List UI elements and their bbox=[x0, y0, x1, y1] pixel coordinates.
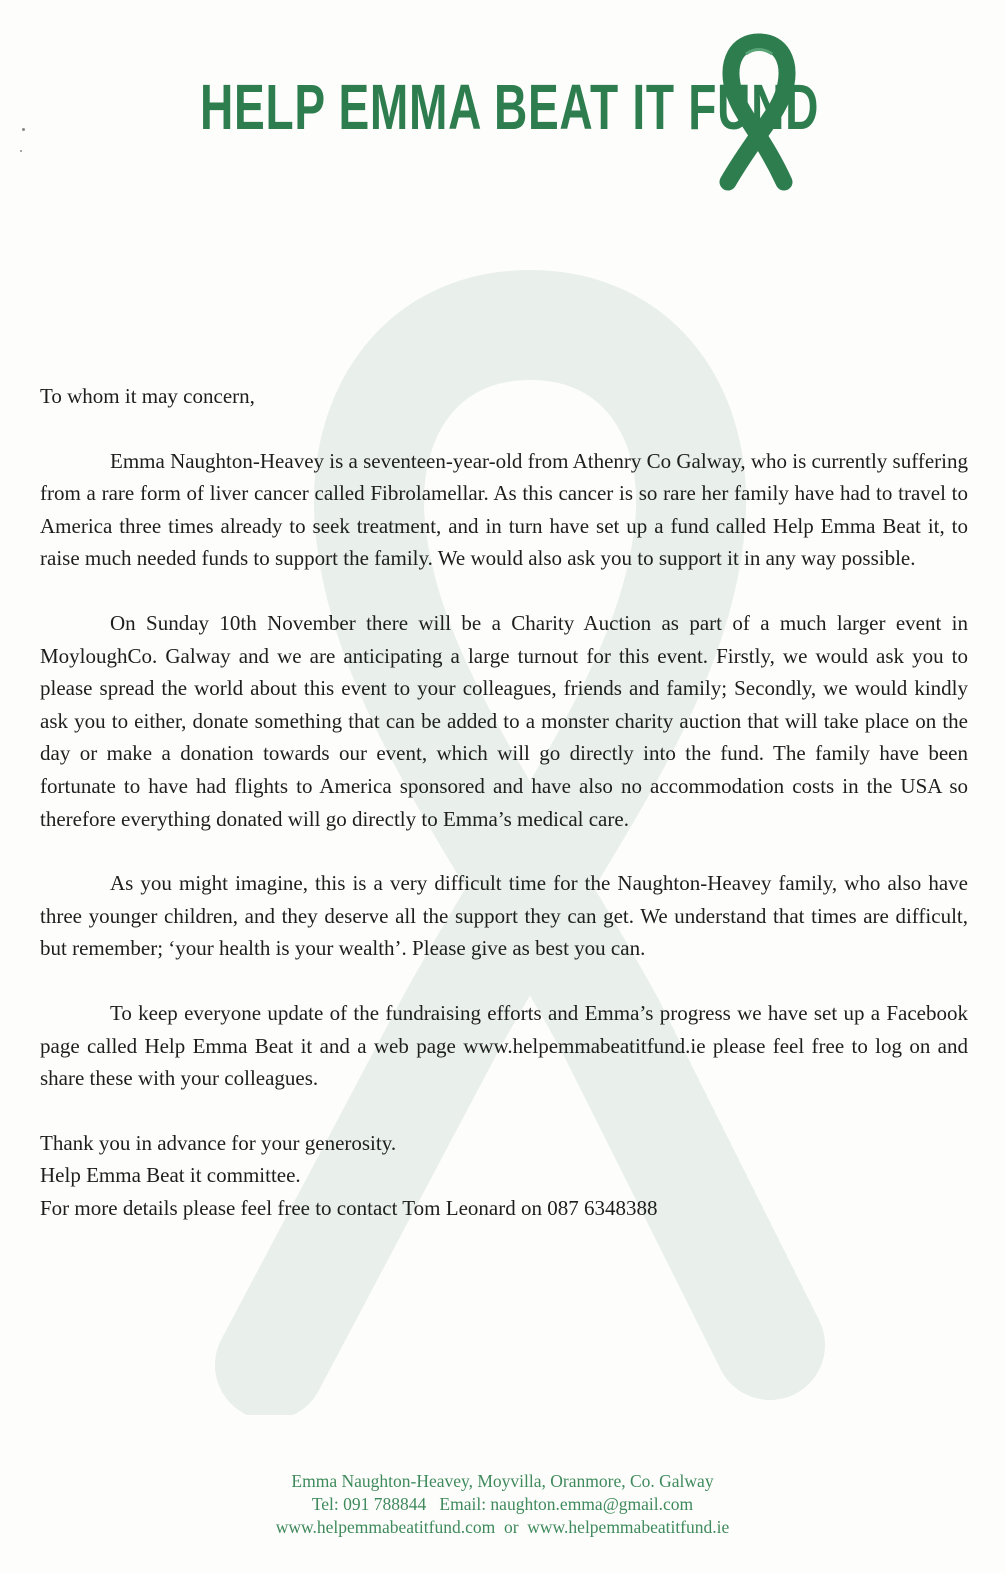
footer-websites: www.helpemmabeatitfund.com or www.helpemmabeatitfund.ie bbox=[275, 1517, 730, 1537]
closing-contact: For more details please feel free to contact Tom Leonard on 087 6348388 bbox=[40, 1195, 658, 1220]
scan-speck bbox=[22, 128, 25, 131]
paragraph-intro: Emma Naughton-Heavey is a seventeen-year-old from Athenry Co Galway, who is currently suffering from a rare form of liver cancer called Fibrolamellar. As this cancer is so rare her family have had to travel to America three times already to seek treatment, and in turn have set up a fund called Help Emma Beat it, to raise much needed funds to support the family. We would also ask you to support it in any way possible. bbox=[40, 448, 968, 571]
salutation: To whom it may concern, bbox=[40, 384, 255, 408]
paragraph-appeal: As you might imagine, this is a very difficult time for the Naughton-Heavey family, who also have three younger children, and they deserve all the support they can get. We understand that times are difficult, but remember; ‘your health is your wealth’. Please give as best you can. bbox=[40, 871, 968, 961]
paragraph-auction: On Sunday 10th November there will be a Charity Auction as part of a much larger event in MoyloughCo. Galway and we are anticipating a large turnout for this event. Firstly, we would ask you to please spread the world about this event to your colleagues, friends and family; Secondly, we would kindly ask you to either, donate something that can be added to a monster charity auction that will take place on the day or make a donation towards our event, which will go directly into the fund. The family have been fortunate to have had flights to America sponsored and have also no accommodation costs in the USA so therefore everything donated will go directly to Emma’s medical care. bbox=[40, 610, 968, 831]
awareness-ribbon-icon bbox=[706, 32, 812, 192]
footer-address: Emma Naughton-Heavey, Moyvilla, Oranmore, Co. Galway bbox=[291, 1471, 714, 1491]
letter-body bbox=[40, 380, 968, 1224]
closing-thanks: Thank you in advance for your generosity. bbox=[40, 1130, 397, 1155]
scan-speck bbox=[20, 150, 22, 152]
closing-signature: Help Emma Beat it committee. bbox=[40, 1163, 301, 1188]
footer bbox=[0, 1470, 1005, 1539]
header-title: HELP EMMA BEAT IT FUND bbox=[200, 71, 820, 143]
paragraph-updates: To keep everyone update of the fundraising efforts and Emma’s progress we have set up a Facebook page called Help Emma Beat it and a web page www.helpemmabeatitfund.ie please feel free to log on and share these with your colleagues. bbox=[40, 1000, 968, 1091]
footer-contact: Tel: 091 788844 Email: naughton.emma@gmail.com bbox=[311, 1494, 694, 1514]
